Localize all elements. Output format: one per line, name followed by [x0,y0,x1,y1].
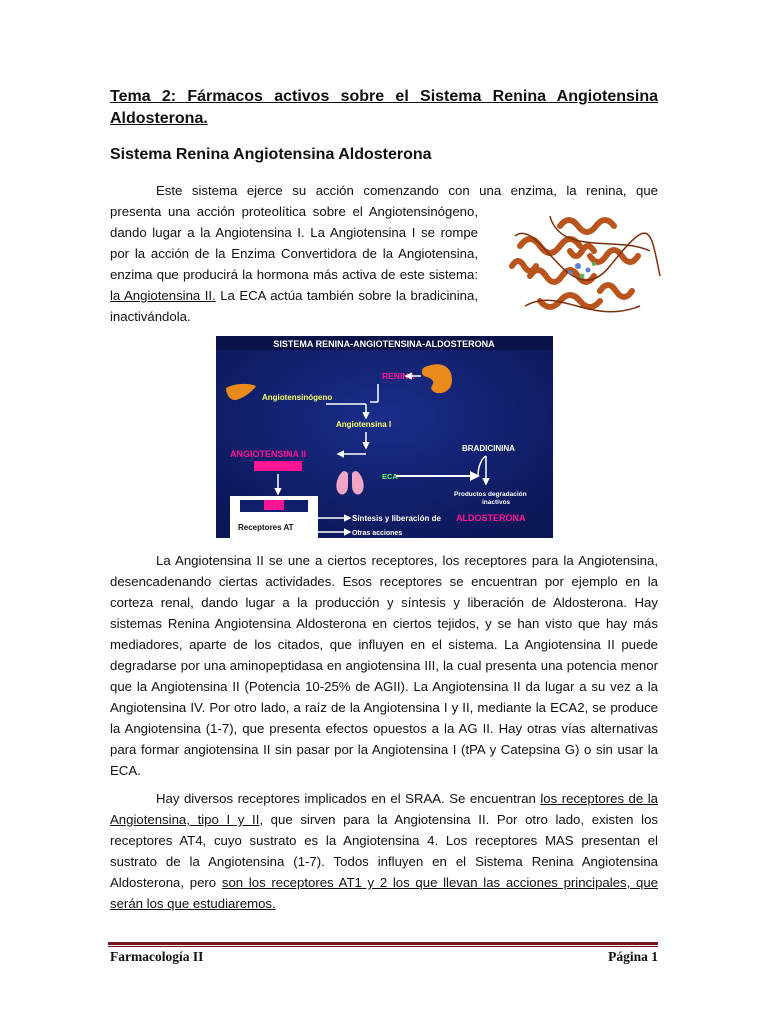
paragraph-1-text-end: La ECA actúa también sobre la bradicinina, inactivándola. [110,288,478,324]
receptor-ligand [264,500,284,510]
paragraph-3-text-1: Hay diversos receptores implicados en el SRAA. Se encuentran [156,791,541,806]
footer-divider-thin [108,946,658,947]
paragraph-1-text: presenta una acción proteolítica sobre el Angiotensinógeno, dando lugar a la Angiotensina I. La Angiotensina I se rompe por la acción de la Enzima Convertidora de la Angiotensina, enzima que producirá la hormona más activa de este sistema: [110,204,478,282]
protein-structure-image [500,206,668,328]
page-title: Tema 2: Fármacos activos sobre el Sistema Renina Angiotensina Aldosterona. [110,88,658,127]
paragraph-2 [110,550,658,781]
label-otras-acciones: Otras acciones [352,530,403,537]
underlined-receptores-at1-2: son los receptores AT1 y 2 los que llevan las acciones principales, que serán los que estudiaremos. [110,875,658,911]
label-renina: RENINA [382,371,415,381]
footer-course: Farmacología II [110,949,204,964]
label-sintesis: Síntesis y liberación de [352,514,441,523]
label-receptores-at: Receptores AT [238,523,294,532]
diagram-title: SISTEMA RENINA-ANGIOTENSINA-ALDOSTERONA [273,339,495,349]
paragraph-3 [110,788,658,914]
label-angiotensina-ii: ANGIOTENSINA II [230,449,307,459]
paragraph-2-text: La Angiotensina II se une a ciertos receptores, los receptores para la Angiotensina, desencadenando ciertas actividades. Esos receptores se encuentran por ejemplo en la corteza renal, dando lugar a la producción y síntesis y liberación de Aldosterona. Hay sistemas Renina Angiotensina Aldosterona en ciertos tejidos, y se han visto que hay más mediadores, aparte de los citados, que influyen en el sistema. La Angiotensina II puede degradarse por una aminopeptidasa en angiotensina III, la cual presenta una potencia menor que la Angiotensina II (Potencia 10-25% de AGII). La Angiotensina II da lugar a su vez a la Angiotensina IV. Por otro lado, a raíz de la Angiotensina I y II, mediante la ECA2, se produce la Angiotensina (1-7), que presenta efectos opuestos a la AG II. Hay otras vías alternativas para formar angiotensina II sin pasar por la Angiotensina I (tPA y Catepsina G) o sin usar la ECA. [110,553,658,778]
underlined-angiotensina-ii: la Angiotensina II. [110,288,216,303]
paragraph-1-body [110,201,478,327]
label-productos-2: inactivos [482,499,511,506]
label-aldosterona: ALDOSTERONA [456,513,526,523]
label-bradicinina: BRADICININA [462,444,515,453]
angiotensina-ii-bar [254,461,302,471]
footer-page-number: Página 1 [608,949,658,964]
paragraph-1-first-line: Este sistema ejerce su acción comenzando con una enzima, la renina, que [156,183,658,198]
label-productos-1: Productos degradación [454,491,527,498]
underlined-receptores-tipo: los receptores de la Angiotensina, tipo I y II [110,791,658,827]
label-angiotensinogeno: Angiotensinógeno [262,393,333,402]
paragraph-3-text-2: , que sirven para la Angiotensina II. Por otro lado, existen los receptores AT4, cuyo sustrato es la Angiotensina 4. Los receptores MAS presentan el sustrato de la Angiotensina (1-7). Todos influyen en el Sistema Renina Angiotensina Aldosterona, pero [110,812,658,890]
label-eca: ECA [382,472,398,481]
raas-diagram [216,336,553,538]
label-angiotensina-i: Angiotensina I [336,420,392,429]
section-heading: Sistema Renina Angiotensina Aldosterona [110,146,432,163]
footer-divider [108,942,658,945]
